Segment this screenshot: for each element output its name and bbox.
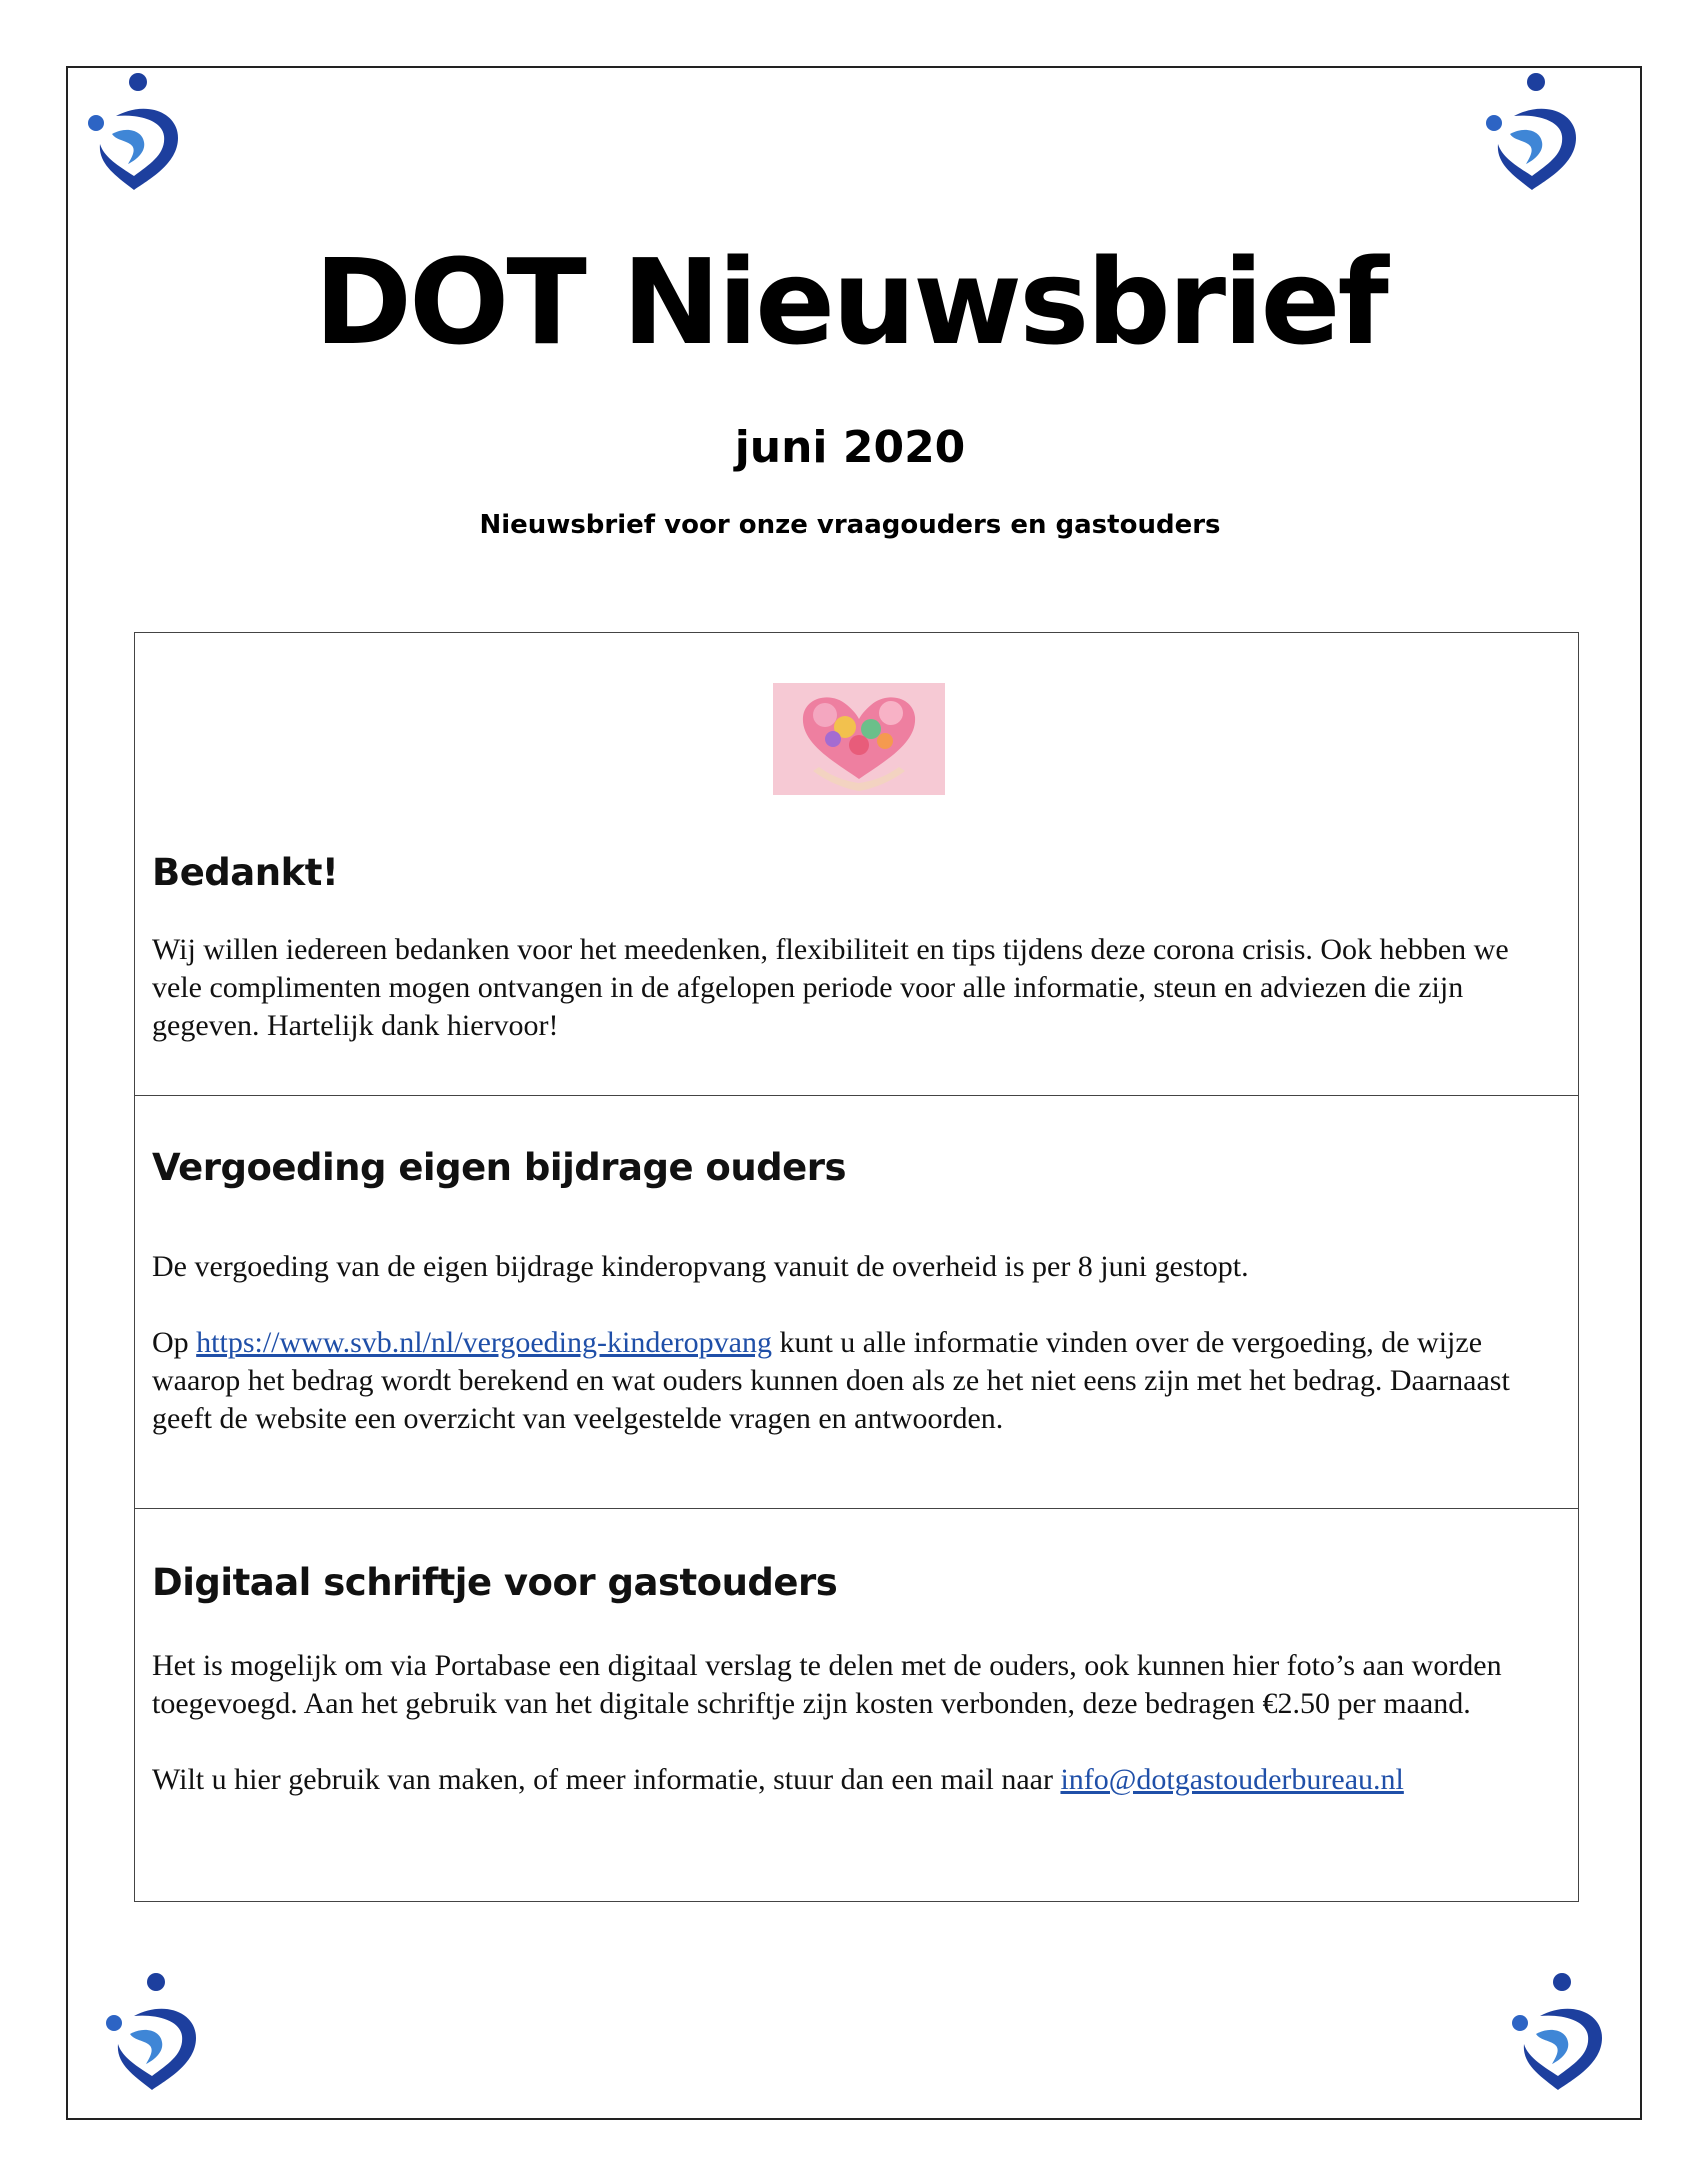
text-suffix: kunt u alle informatie vinden over de vergoeding, de wijze waarop het bedrag wordt berekend en wat ouders kunnen doen als ze het niet eens zijn met het bedrag. Daarnaast geeft de website een overzicht van veelgestelde vragen en antwoorden. (152, 1326, 1510, 1435)
section-bedankt (135, 633, 1578, 1095)
newsletter-title: DOT Nieuwsbrief (314, 233, 1386, 371)
section-paragraph: Het is mogelijk om via Portabase een digitaal verslag te delen met de ouders, ook kunnen hier foto’s aan worden toegevoegd. Aan het gebruik van het digitale schriftje zijn kosten verbonden, deze bedragen €2.50 per maand. (152, 1649, 1502, 1720)
newsletter-date: juni 2020 (734, 422, 966, 473)
section-heading: Digitaal schriftje voor gastouders (152, 1561, 838, 1604)
section-digitaal-schriftje (135, 1508, 1578, 1901)
section-paragraph (152, 1324, 1552, 1438)
section-vergoeding (135, 1095, 1578, 1508)
section-paragraph (152, 1761, 1552, 1799)
family-heart-logo-icon (76, 68, 188, 192)
section-heading: Bedankt! (152, 851, 339, 894)
family-heart-logo-icon (1500, 1968, 1612, 2092)
svb-link[interactable]: https://www.svb.nl/nl/vergoeding-kinderopvang (196, 1326, 772, 1359)
family-heart-logo-icon (94, 1968, 206, 2092)
section-heading: Vergoeding eigen bijdrage ouders (152, 1146, 847, 1189)
text-prefix: Op (152, 1326, 197, 1359)
section-paragraph: Wij willen iedereen bedanken voor het meedenken, flexibiliteit en tips tijdens deze corona crisis. Ook hebben we vele complimenten mogen ontvangen in de afgelopen periode voor alle informatie, steun en adviezen die zijn gegeven. Hartelijk dank hiervoor! (152, 933, 1509, 1042)
text-prefix: Wilt u hier gebruik van maken, of meer informatie, stuur dan een mail naar (152, 1763, 1061, 1796)
content-box (134, 632, 1579, 1902)
family-heart-logo-icon (1474, 68, 1586, 192)
flower-heart-image (773, 683, 945, 795)
email-link[interactable]: info@dotgastouderbureau.nl (1060, 1763, 1404, 1796)
newsletter-subtitle: Nieuwsbrief voor onze vraagouders en gastouders (479, 510, 1221, 540)
section-paragraph: De vergoeding van de eigen bijdrage kinderopvang vanuit de overheid is per 8 juni gestopt. (152, 1250, 1249, 1283)
